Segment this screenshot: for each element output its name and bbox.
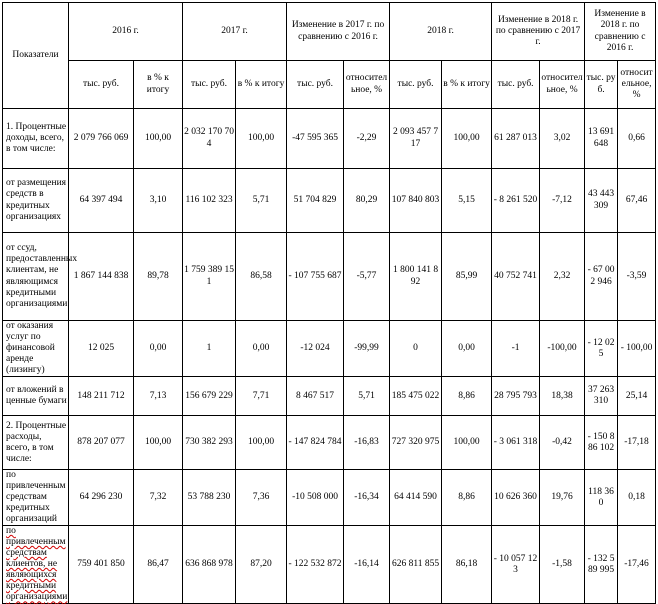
cell-change-2018-2016-abs: 43 443 309 (585, 169, 618, 233)
cell-2016-percent: 7,32 (134, 470, 183, 526)
row-label: от вложений в ценные бумаги (3, 377, 69, 416)
header-change-2018-vs-2017: Изменение в 2018 г. по сравнению с 2017 г. (492, 3, 585, 61)
cell-change-2018-2016-abs: - 67 002 946 (585, 233, 618, 321)
subheader-percent-of-total: в % к итогу (236, 61, 287, 109)
cell-change-2018-rel: 19,76 (540, 470, 585, 526)
cell-change-2018-rel: -1,58 (540, 526, 585, 604)
cell-2018-percent: 8,86 (442, 470, 492, 526)
table-row (3, 233, 656, 321)
header-year-2016: 2016 г. (69, 3, 183, 61)
cell-change-2018-rel: 18,38 (540, 377, 585, 416)
cell-change-2018-2016-rel: -17,18 (618, 416, 656, 470)
cell-change-2018-2016-rel: 0,18 (618, 470, 656, 526)
cell-2016-percent: 89,78 (134, 233, 183, 321)
cell-change-2018-abs: 10 626 360 (492, 470, 540, 526)
row-label: по привлеченным средствам клиентов, не являющихся кредитными организациями (3, 526, 69, 604)
table-row (3, 169, 656, 233)
cell-change-2017-abs: 8 467 517 (287, 377, 344, 416)
cell-change-2018-2016-abs: 37 263 310 (585, 377, 618, 416)
cell-change-2018-rel: -7,12 (540, 169, 585, 233)
cell-2016-percent: 86,47 (134, 526, 183, 604)
cell-2018-value: 107 840 803 (390, 169, 442, 233)
subheader-relative-percent: относительное, % (344, 61, 390, 109)
cell-change-2018-abs: 61 287 013 (492, 109, 540, 169)
header-year-2018: 2018 г. (390, 3, 492, 61)
table-row (3, 321, 656, 377)
cell-change-2018-rel: 2,32 (540, 233, 585, 321)
subheader-thousand-rub: тыс. руб. (492, 61, 540, 109)
cell-change-2018-2016-rel: -17,46 (618, 526, 656, 604)
cell-2016-value: 64 296 230 (69, 470, 134, 526)
cell-change-2018-abs: - 8 261 520 (492, 169, 540, 233)
cell-change-2018-rel: -0,42 (540, 416, 585, 470)
cell-change-2017-abs: -12 024 (287, 321, 344, 377)
subheader-thousand-rub: тыс. руб. (183, 61, 236, 109)
header-change-2017: Изменение в 2017 г. по сравнению с 2016 г. (287, 3, 390, 61)
cell-2016-value: 64 397 494 (69, 169, 134, 233)
subheader-thousand-rub: тыс. руб. (390, 61, 442, 109)
cell-2017-percent: 100,00 (236, 416, 287, 470)
cell-2017-value: 636 868 978 (183, 526, 236, 604)
cell-2016-value: 759 401 850 (69, 526, 134, 604)
row-label: 2. Процентные расходы, всего, в том числе: (3, 416, 69, 470)
table-row (3, 416, 656, 470)
header-row-units (3, 61, 656, 109)
cell-2017-value: 1 (183, 321, 236, 377)
cell-change-2017-abs: 51 704 829 (287, 169, 344, 233)
cell-2017-percent: 5,71 (236, 169, 287, 233)
cell-change-2018-abs: - 3 061 318 (492, 416, 540, 470)
cell-2016-value: 2 079 766 069 (69, 109, 134, 169)
cell-2018-percent: 5,15 (442, 169, 492, 233)
cell-change-2017-rel: -16,83 (344, 416, 390, 470)
cell-2016-percent: 3,10 (134, 169, 183, 233)
cell-2018-value: 185 475 022 (390, 377, 442, 416)
cell-change-2018-2016-abs: - 12 025 (585, 321, 618, 377)
cell-2017-percent: 7,36 (236, 470, 287, 526)
table-row (3, 377, 656, 416)
cell-2016-percent: 100,00 (134, 416, 183, 470)
cell-2018-percent: 8,86 (442, 377, 492, 416)
header-indicators: Показатели (3, 3, 69, 109)
cell-2017-value: 53 788 230 (183, 470, 236, 526)
cell-change-2018-2016-rel: 67,46 (618, 169, 656, 233)
cell-2016-percent: 0,00 (134, 321, 183, 377)
report-sheet (2, 2, 655, 603)
subheader-percent-of-total: в % к итогу (134, 61, 183, 109)
cell-2018-value: 1 800 141 892 (390, 233, 442, 321)
cell-change-2018-2016-abs: 13 691 648 (585, 109, 618, 169)
cell-change-2018-2016-rel: -3,59 (618, 233, 656, 321)
cell-change-2017-rel: -99,99 (344, 321, 390, 377)
subheader-thousand-rub: тыс. руб. (69, 61, 134, 109)
row-label: от размещения средств в кредитных организациях (3, 169, 69, 233)
cell-2018-percent: 86,18 (442, 526, 492, 604)
cell-change-2018-abs: - 10 057 123 (492, 526, 540, 604)
cell-2017-value: 2 032 170 704 (183, 109, 236, 169)
cell-change-2017-rel: -16,14 (344, 526, 390, 604)
cell-2018-percent: 100,00 (442, 109, 492, 169)
cell-2018-value: 626 811 855 (390, 526, 442, 604)
row-label: от ссуд, предоставленных клиентам, не являющимся кредитными организациями (3, 233, 69, 321)
cell-change-2017-rel: -2,29 (344, 109, 390, 169)
header-row-years (3, 3, 656, 61)
cell-2016-value: 878 207 077 (69, 416, 134, 470)
cell-2018-value: 0 (390, 321, 442, 377)
cell-2018-value: 64 414 590 (390, 470, 442, 526)
cell-change-2018-2016-abs: - 132 589 995 (585, 526, 618, 604)
row-label: 1. Процентные доходы, всего, в том числе: (3, 109, 69, 169)
cell-2017-value: 156 679 229 (183, 377, 236, 416)
table-row (3, 109, 656, 169)
cell-change-2018-2016-rel: 25,14 (618, 377, 656, 416)
cell-change-2018-rel: -100,00 (540, 321, 585, 377)
cell-2017-value: 1 759 389 151 (183, 233, 236, 321)
cell-change-2017-abs: -10 508 000 (287, 470, 344, 526)
table-row (3, 526, 656, 604)
cell-change-2017-abs: - 107 755 687 (287, 233, 344, 321)
cell-change-2018-2016-rel: - 100,00 (618, 321, 656, 377)
cell-2018-value: 2 093 457 717 (390, 109, 442, 169)
subheader-relative-percent: относительное, % (618, 61, 656, 109)
subheader-thousand-rub: тыс. руб. (287, 61, 344, 109)
cell-2018-percent: 100,00 (442, 416, 492, 470)
subheader-thousand-rub: тыс. руб. (585, 61, 618, 109)
cell-2016-value: 12 025 (69, 321, 134, 377)
row-label: от оказания услуг по финансовой аренде (лизингу) (3, 321, 69, 377)
cell-2017-value: 730 382 293 (183, 416, 236, 470)
cell-2017-percent: 100,00 (236, 109, 287, 169)
cell-change-2018-2016-rel: 0,66 (618, 109, 656, 169)
cell-change-2017-rel: -16,34 (344, 470, 390, 526)
cell-2016-percent: 100,00 (134, 109, 183, 169)
cell-change-2018-2016-abs: 118 360 (585, 470, 618, 526)
cell-2016-percent: 7,13 (134, 377, 183, 416)
cell-2017-value: 116 102 323 (183, 169, 236, 233)
cell-change-2018-2016-abs: - 150 886 102 (585, 416, 618, 470)
cell-change-2018-abs: 28 795 793 (492, 377, 540, 416)
subheader-relative-percent: относительное, % (540, 61, 585, 109)
cell-2018-percent: 0,00 (442, 321, 492, 377)
cell-change-2018-abs: 40 752 741 (492, 233, 540, 321)
header-change-2018-vs-2016: Изменение в 2018 г. по сравнению с 2016 г. (585, 3, 656, 61)
cell-change-2017-abs: - 147 824 784 (287, 416, 344, 470)
cell-change-2018-rel: 3,02 (540, 109, 585, 169)
cell-change-2017-rel: 80,29 (344, 169, 390, 233)
cell-2017-percent: 86,58 (236, 233, 287, 321)
cell-2016-value: 148 211 712 (69, 377, 134, 416)
header-year-2017: 2017 г. (183, 3, 287, 61)
cell-2018-value: 727 320 975 (390, 416, 442, 470)
row-label: по привлеченным средствам кредитных организаций (3, 470, 69, 526)
cell-change-2017-rel: -5,77 (344, 233, 390, 321)
cell-change-2017-abs: - 122 532 872 (287, 526, 344, 604)
cell-2016-value: 1 867 144 838 (69, 233, 134, 321)
cell-2017-percent: 0,00 (236, 321, 287, 377)
cell-change-2017-rel: 5,71 (344, 377, 390, 416)
cell-2017-percent: 87,20 (236, 526, 287, 604)
interest-income-expense-table (2, 2, 656, 604)
cell-2017-percent: 7,71 (236, 377, 287, 416)
cell-change-2018-abs: -1 (492, 321, 540, 377)
cell-2018-percent: 85,99 (442, 233, 492, 321)
table-row (3, 470, 656, 526)
subheader-percent-of-total: в % к итогу (442, 61, 492, 109)
cell-change-2017-abs: -47 595 365 (287, 109, 344, 169)
